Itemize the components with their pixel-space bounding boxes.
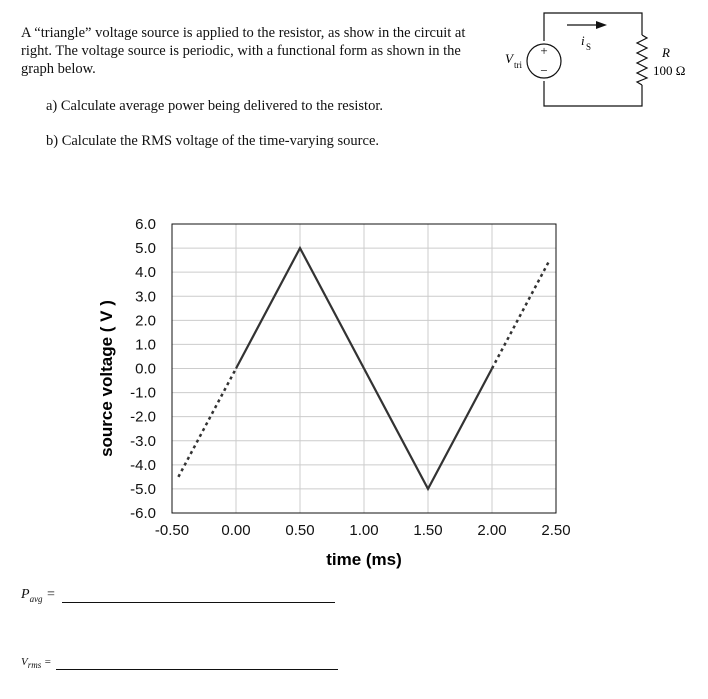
source-symbol: V xyxy=(505,51,513,66)
vrms-symbol: V xyxy=(21,656,28,668)
y-tick-label: -6.0 xyxy=(130,505,156,522)
resistor-symbol: R xyxy=(662,45,670,60)
y-tick-label: -4.0 xyxy=(130,456,156,474)
x-tick-label: 1.00 xyxy=(349,522,379,539)
y-tick-label: 1.0 xyxy=(135,336,156,354)
y-tick-label: -2.0 xyxy=(130,408,156,426)
vrms-answer-label xyxy=(21,656,51,670)
question-b: b) Calculate the RMS voltage of the time-varying source. xyxy=(46,133,380,149)
pavg-symbol: P xyxy=(21,587,30,602)
source-minus-sign: − xyxy=(540,63,548,78)
current-arrowhead-icon xyxy=(596,21,607,29)
y-tick-label: -1.0 xyxy=(130,384,156,402)
x-tick-label: -0.50 xyxy=(154,522,190,539)
y-tick-label: -5.0 xyxy=(130,480,156,498)
y-tick-label: 2.0 xyxy=(135,312,156,330)
pavg-answer-line[interactable] xyxy=(62,602,335,603)
x-tick-label: 1.50 xyxy=(413,522,443,539)
resistor-value: 100 Ω xyxy=(653,63,686,78)
y-axis-label: source voltage ( V ) xyxy=(97,300,116,457)
x-tick-label: 0.50 xyxy=(285,522,315,539)
current-symbol: i xyxy=(581,33,585,48)
series-line-dashed-right xyxy=(492,260,550,368)
circuit-diagram xyxy=(495,5,705,115)
x-tick-label: 0.00 xyxy=(221,522,251,539)
problem-intro: A “triangle” voltage source is applied to the resistor, as show in the circuit at right. The voltage source is periodic, with a functional form as shown in the graph below. xyxy=(21,25,466,77)
y-tick-label: -3.0 xyxy=(130,432,156,450)
x-tick-labels xyxy=(155,522,571,539)
x-tick-label: 2.50 xyxy=(541,522,571,539)
vrms-answer-line[interactable] xyxy=(56,669,338,670)
circuit-wire-top xyxy=(544,13,642,41)
x-axis-label: time (ms) xyxy=(326,550,402,569)
y-tick-labels xyxy=(130,216,156,522)
pavg-answer-label xyxy=(21,587,56,604)
pavg-subscript: avg xyxy=(29,593,43,604)
series-line-dashed-left xyxy=(178,369,236,477)
pavg-equals: = xyxy=(42,587,56,602)
voltage-chart xyxy=(0,200,708,580)
source-plus-sign: + xyxy=(540,43,548,58)
circuit-wire-bottom xyxy=(544,81,642,106)
question-a: a) Calculate average power being delivered to the resistor. xyxy=(46,98,383,114)
resistor-zigzag xyxy=(637,35,647,85)
vrms-equals: = xyxy=(41,656,52,668)
y-tick-label: 4.0 xyxy=(135,264,156,282)
current-subscript: S xyxy=(586,42,592,52)
y-tick-label: 3.0 xyxy=(135,288,156,306)
vrms-subscript: rms xyxy=(27,660,42,671)
y-tick-label: 5.0 xyxy=(135,240,156,258)
y-tick-label: 0.0 xyxy=(135,360,156,378)
source-subscript: tri xyxy=(514,60,522,70)
x-tick-label: 2.00 xyxy=(477,522,507,539)
y-tick-label: 6.0 xyxy=(135,216,156,233)
